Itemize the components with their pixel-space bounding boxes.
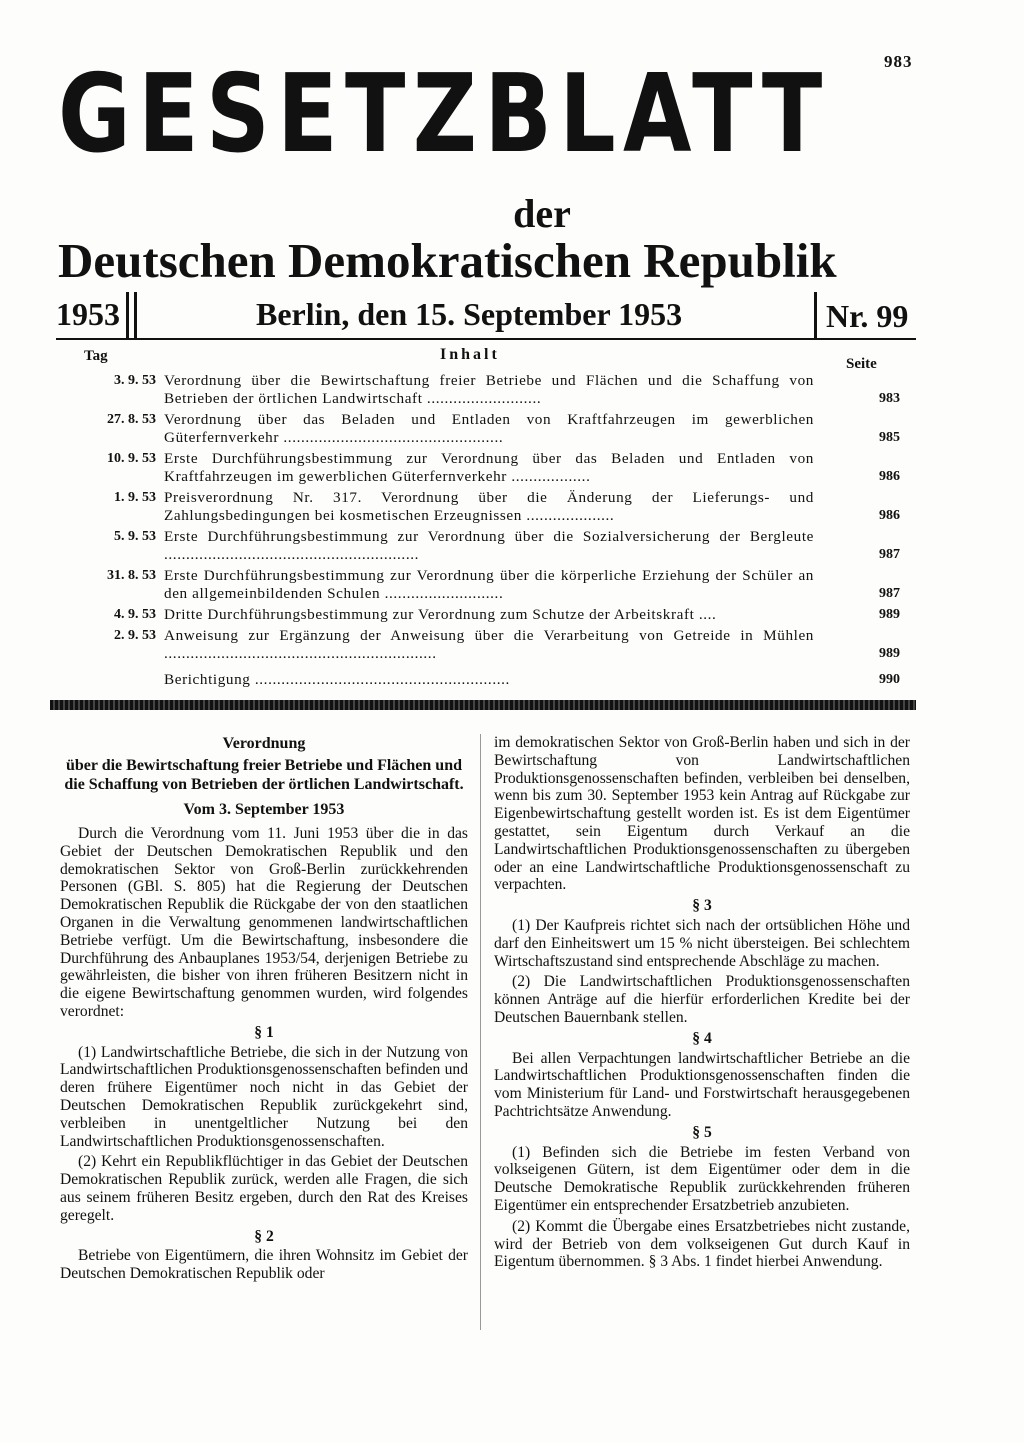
toc-col-page: Seite bbox=[846, 356, 877, 372]
article-paragraph: (2) Die Landwirtschaftlichen Produktionsgenossenschaften können Anträge auf die hierfür erforderlichen Kredite bei der Deutschen Bauernbank stellen. bbox=[494, 973, 910, 1026]
section-heading: § 5 bbox=[692, 1123, 712, 1141]
toc-entry-title: Erste Durchführungsbestimmung zur Verordnung über das Beladen und Entladen von Kraftfahrzeugen im gewerblichen Güterfernverkehr .................. bbox=[164, 450, 814, 485]
page-number: 983 bbox=[884, 52, 913, 71]
toc-entry[interactable] bbox=[56, 372, 916, 408]
toc-entry-page: 983 bbox=[879, 391, 900, 406]
article-paragraph: im demokratischen Sektor von Groß-Berlin haben und sich in der Bewirtschaftung von Landwirtschaftlichen Produktionsgenossenschaften befinden, verbleiben bei denselben, wenn bis zum 30. September 1953 kein Antrag auf Rückgabe zur Eigenbewirtschaftung gestellt worden ist. Es ist dem Eigentümer gestattet, sein Eigentum durch Verkauf an die Landwirtschaftlichen Produktionsgenossenschaften zu übergeben oder an eine Landwirtschaftliche Produktionsgenossenschaft zu verpachten. bbox=[494, 734, 910, 894]
masthead-republic: Deutschen Demokratischen Republik bbox=[58, 233, 837, 288]
toc-entry-date: 3. 9. 53 bbox=[114, 373, 156, 388]
toc-entry[interactable] bbox=[56, 606, 916, 624]
issue-divider bbox=[134, 292, 137, 338]
toc-entry-page: 986 bbox=[879, 508, 900, 523]
toc-entry-title: Preisverordnung Nr. 317. Verordnung über die Änderung der Lieferungs- und Zahlungsbedingungen bei kosmetischen Erzeugnissen .................... bbox=[164, 489, 814, 524]
toc-entry-date: 27. 8. 53 bbox=[107, 412, 156, 427]
toc-entry-page: 987 bbox=[879, 547, 900, 562]
issue-year: 1953 bbox=[56, 296, 120, 332]
section-rule bbox=[50, 700, 916, 710]
toc-entry-title: Berichtigung .......................................................... bbox=[164, 671, 510, 688]
toc-entry[interactable] bbox=[56, 671, 916, 689]
section-heading: § 4 bbox=[692, 1029, 712, 1047]
toc-entry-title: Verordnung über das Beladen und Entladen von Kraftfahrzeugen im gewerblichen Güterfernverkehr .................................................. bbox=[164, 411, 814, 446]
article-paragraph: (1) Befinden sich die Betriebe im festen Verband von volkseigenen Gütern, ist dem Eigentümer oder dem in die Deutsche Demokratische Republik zurückkehrenden früheren Eigentümer ein entsprechender Ersatzbetrieb anzubieten. bbox=[494, 1143, 910, 1214]
article-column-right bbox=[494, 734, 910, 1274]
article-date: Vom 3. September 1953 bbox=[183, 801, 345, 818]
toc-entry-date: 10. 9. 53 bbox=[107, 451, 156, 466]
article-paragraph: Betriebe von Eigentümern, die ihren Wohnsitz im Gebiet der Deutschen Demokratischen Republik oder bbox=[60, 1247, 468, 1283]
toc-entry-title: Verordnung über die Bewirtschaftung freier Betriebe und Flächen und die Schaffung von Betrieben der örtlichen Landwirtschaft .......................... bbox=[164, 372, 814, 407]
toc-col-date: Tag bbox=[84, 348, 108, 364]
toc-entry[interactable] bbox=[56, 567, 916, 603]
toc-entry-date: 31. 8. 53 bbox=[107, 568, 156, 583]
toc-entry-page: 989 bbox=[879, 646, 900, 661]
issue-date: Berlin, den 15. September 1953 bbox=[256, 296, 683, 332]
article-paragraph: (2) Kommt die Übergabe eines Ersatzbetriebes nicht zustande, wird der Betrieb von dem volkseigenen Gut durch Kauf in Eigentum übernommen. § 3 Abs. 1 findet hierbei Anwendung. bbox=[494, 1217, 910, 1271]
article-subtitle: über die Bewirtschaftung freier Betriebe und Flächen und die Schaffung von Betrieben der örtlichen Landwirtschaft. bbox=[64, 757, 464, 793]
toc-header bbox=[56, 346, 916, 370]
toc-entry[interactable] bbox=[56, 489, 916, 525]
toc-entry-title: Anweisung zur Ergänzung der Anweisung über die Verarbeitung von Getreide in Mühlen .............................................................. bbox=[164, 627, 814, 662]
toc-entry-title: Erste Durchführungsbestimmung zur Verordnung über die Sozialversicherung der Bergleute .......................................................... bbox=[164, 528, 814, 563]
issue-divider bbox=[814, 292, 817, 338]
article-column-left bbox=[60, 734, 468, 1286]
article-paragraph: (1) Landwirtschaftliche Betriebe, die sich in der Nutzung von Landwirtschaftlichen Produktionsgenossenschaften befinden und deren frühere Eigentümer noch nicht in das Gebiet der Deutschen Demokratischen Republik zurückgekehrt sind, verbleiben in unentgeltlicher Nutzung bei den Landwirtschaftlichen Produktionsgenossenschaften. bbox=[60, 1043, 468, 1150]
toc-entry-title: Erste Durchführungsbestimmung zur Verordnung über die körperliche Erziehung der Schüler an den allgemeinbildenden Schulen ........................... bbox=[164, 567, 814, 602]
section-heading: § 3 bbox=[692, 897, 712, 915]
toc-entry-title: Dritte Durchführungsbestimmung zur Verordnung zum Schutze der Arbeitskraft .... bbox=[164, 606, 717, 623]
toc-entry-page: 985 bbox=[879, 430, 900, 445]
issue-divider bbox=[126, 292, 129, 338]
toc-entry-date: 4. 9. 53 bbox=[114, 607, 156, 622]
toc-entry-page: 987 bbox=[879, 586, 900, 601]
toc-entry-page: 989 bbox=[879, 607, 900, 622]
toc-entry-date: 2. 9. 53 bbox=[114, 628, 156, 643]
masthead-title: GESETZBLATT bbox=[58, 52, 830, 177]
article-paragraph: (1) Der Kaufpreis richtet sich nach der ortsüblichen Höhe und darf den Einheitswert um 15 % nicht übersteigen. Bei schlechtem Wirtschaftszustand sind entsprechende Abschläge zu machen. bbox=[494, 916, 910, 970]
section-heading: § 2 bbox=[254, 1227, 274, 1245]
masthead-der: der bbox=[513, 191, 571, 236]
toc-col-title: Inhalt bbox=[440, 346, 500, 363]
toc-entry[interactable] bbox=[56, 627, 916, 663]
article-paragraph: Durch die Verordnung vom 11. Juni 1953 über die in das Gebiet der Deutschen Demokratischen Republik und den demokratischen Sektor von Groß-Berlin zurückkehrenden Personen (GBl. S. 805) hat die Regierung der Deutschen Demokratischen Republik die Rückgabe der von den staatlichen Organen in die Verwaltung genommenen landwirtschaftlichen Betriebe verfügt. Um die Bewirtschaftung, insbesondere die Durchführung des Anbauplanes 1953/54, derjenigen Betriebe zu gewährleisten, die bisher von ihren früheren Besitzern nicht in die eigene Bewirtschaftung genommen wurden, wird folgendes verordnet: bbox=[60, 825, 468, 1020]
issue-number: Nr. 99 bbox=[826, 298, 909, 334]
toc-entry[interactable] bbox=[56, 528, 916, 564]
article-paragraph: (2) Kehrt ein Republikflüchtiger in das Gebiet der Deutschen Demokratischen Republik zurück, werden alle Fragen, die sich aus seinem früheren Besitz ergeben, durch den Rat des Kreises geregelt. bbox=[60, 1153, 468, 1224]
column-divider bbox=[480, 734, 481, 1330]
toc-entry-date: 5. 9. 53 bbox=[114, 529, 156, 544]
toc-entry-date bbox=[56, 671, 164, 689]
toc-entry-page: 990 bbox=[879, 672, 900, 687]
toc-entry[interactable] bbox=[56, 411, 916, 447]
table-of-contents bbox=[56, 372, 916, 692]
toc-entry-date: 1. 9. 53 bbox=[114, 490, 156, 505]
toc-entry[interactable] bbox=[56, 450, 916, 486]
issue-bar bbox=[56, 292, 916, 340]
toc-entry-page: 986 bbox=[879, 469, 900, 484]
article-paragraph: Bei allen Verpachtungen landwirtschaftlicher Betriebe an die Landwirtschaftlichen Produktionsgenossenschaften finden die vom Ministerium für Land- und Forstwirtschaft herausgegebenen Pachtrichtsätze Anwendung. bbox=[494, 1049, 910, 1120]
article-title: Verordnung bbox=[222, 735, 306, 752]
section-heading: § 1 bbox=[254, 1023, 274, 1041]
